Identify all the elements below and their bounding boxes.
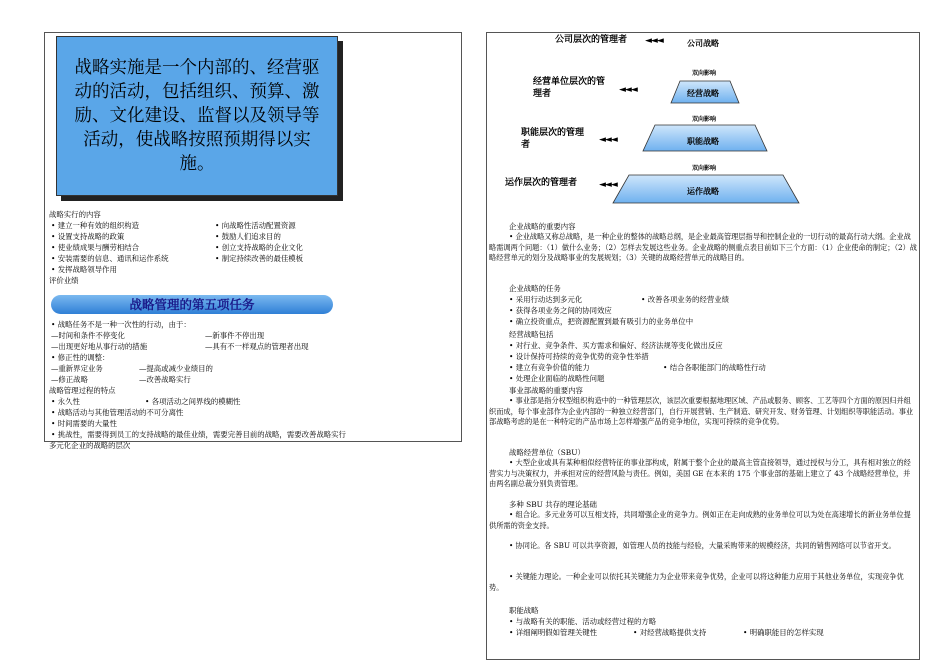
- section-title: 企业战略的重要内容: [509, 222, 576, 231]
- process-heading: 战略管理过程的特点: [49, 386, 116, 395]
- content-item: • 鼓励人们追求目的: [215, 232, 281, 241]
- adjust-item: —提高或减少业绩目的: [139, 364, 213, 373]
- list-item: • 详细阐明假如管理关键性: [509, 628, 598, 637]
- list-item: • 对行业、竞争条件、买方需求和偏好、经济法规等变化做出反应: [509, 341, 723, 350]
- process-item: • 时间需要的大量性: [51, 419, 117, 428]
- paragraph: • 关键能力理论。一种企业可以依托其关键能力为企业带来竞争优势，企业可以将这种能力应用于其他业务单位，实现竞争优势。: [489, 572, 904, 592]
- operating-strategy-box: 运作战略: [687, 186, 719, 196]
- adjust-item: —修正战略: [51, 375, 88, 384]
- paragraph: • 组合论。多元业务可以互相支持，共同增强企业的竞争力。例如正在走向成熟的业务单位可以为处在高速增长的新业务单位提供所需的资金支持。: [489, 510, 911, 530]
- right-document-page: [486, 32, 920, 660]
- list-item: • 与战略有关的职能、活动或经营过程的方略: [509, 617, 657, 626]
- section-title: 战略经营单位（SBU）: [509, 448, 585, 457]
- task-reason: —出现更好地从事行动的措施: [51, 342, 148, 351]
- list-item: • 设计保持可持续的竞争优势的竞争性举措: [509, 352, 649, 361]
- task-reason: —新事件不停出现: [205, 331, 265, 340]
- content-item: • 创立支持战略的企业文化: [215, 243, 304, 252]
- section-title: 企业战略的任务: [509, 284, 561, 293]
- content-item: • 安装需要的信息、通讯和运作系统: [51, 254, 169, 263]
- arrow-left-icon: ◄◄◄: [619, 85, 637, 95]
- list-item: • 确立投资重点，把资源配置到最有吸引力的业务单位中: [509, 317, 694, 326]
- paragraph: • 大型企业或具有某种相似经营特征的事业部构成，附属于整个企业的最高主管直接领导，通过授权与分工，具有相对独立的经营实力与决策权力，并承担对应的经营风险与责任。例如，美国 GE 在本来的 175 个事业部的基础上建立了 43 个战略经营单位，并由两名副总裁分别负责管理。: [489, 458, 911, 489]
- adjust-item: —重新界定业务: [51, 364, 103, 373]
- paragraph: • 企业战略又称总战略，是一种企业的整体的战略总纲，是企业最高管理层指导和控制企业的一切行动的最高行动大纲。企业战略需调两个问题：（1）做什么业务；（2）怎样去发展这些业务。企业战略的侧重点表目前如下三个方面：（1）企业使命的制定；（2）战略经营单元的划分及战略事业的发展规划；（3）关键的战略经营单元的战略目的。: [489, 232, 917, 263]
- process-item: • 战略活动与其他管理活动的不可分离性: [51, 408, 184, 417]
- arrow-left-icon: ◄◄◄: [599, 135, 617, 145]
- list-item: • 结合各职能部门的战略性行动: [663, 363, 766, 372]
- content-item: • 设置支持战略的政策: [51, 232, 125, 241]
- list-item: • 建立有竞争价值的能力: [509, 363, 590, 372]
- adjust-item: —改善战略实行: [139, 375, 191, 384]
- section-title: 事业部战略的重要内容: [509, 386, 583, 395]
- section-title: 职能战略: [509, 606, 539, 615]
- content-item: • 建立一种有效的组织构造: [51, 221, 140, 230]
- corporate-strategy-box: 公司战略: [687, 38, 719, 48]
- fifth-task-banner: 战略管理的第五项任务: [51, 295, 333, 314]
- callout-text: 战略实施是一个内部的、经营驱动的活动，包括组织、预算、激励、文化建设、监督以及领导等活动，使战略按照预期得以实施。: [74, 58, 320, 174]
- two-way-influence-label: 双向影响: [692, 165, 717, 172]
- process-item: • 挑战性，需要得到员工的支持战略的最佳业绩，需要完善目前的战略，需要改善战略实行: [51, 430, 346, 439]
- task-intro: • 战略任务不是一种一次性的行动，由于：: [51, 320, 191, 329]
- list-item: • 改善各项业务的经营业绩: [641, 295, 730, 304]
- content-item: • 使业绩成果与酬劳相结合: [51, 243, 140, 252]
- arrow-left-icon: ◄◄◄: [645, 36, 663, 46]
- content-item: • 制定持续改善的最佳模板: [215, 254, 304, 263]
- content-item: • 发挥战略领导作用: [51, 265, 117, 274]
- functional-level-label: 职能层次的管理者: [521, 128, 585, 150]
- content-heading: 战略实行的内容: [49, 210, 101, 219]
- functional-strategy-box: 职能战略: [687, 136, 719, 146]
- list-item: • 采用行动达到多元化: [509, 295, 583, 304]
- task-reason: —时间和条件不停变化: [51, 331, 125, 340]
- two-way-influence-label: 双向影响: [692, 116, 717, 123]
- process-item: • 永久性: [51, 397, 80, 406]
- content-item: • 向战略性活动配置资源: [215, 221, 296, 230]
- left-slide-page: [44, 32, 462, 450]
- list-item: • 对经营战略提供支持: [633, 628, 707, 637]
- strategy-levels-footer: 多元化企业的战略的层次: [49, 441, 131, 450]
- list-item: • 明确职能目的怎样实现: [743, 628, 824, 637]
- business-strategy-box: 经营战略: [687, 88, 719, 98]
- process-item: • 各项活动之间界线的模糊性: [145, 397, 241, 406]
- two-way-influence-label: 双向影响: [692, 70, 717, 77]
- strategy-implementation-callout: [56, 36, 338, 196]
- arrow-left-icon: ◄◄◄: [599, 180, 617, 190]
- list-item: • 处理企业面临的战略性问题: [509, 374, 605, 383]
- business-unit-level-label: 经营单位层次的管理者: [533, 77, 606, 99]
- list-item: • 获得各项业务之间的协同效应: [509, 306, 612, 315]
- section-title: 多种 SBU 共存的理论基础: [509, 500, 597, 509]
- task-reason: —具有不一样观点的管理者出现: [205, 342, 309, 351]
- adjust-label: • 修正性的调整：: [51, 353, 110, 362]
- operating-level-label: 运作层次的管理者: [505, 178, 578, 188]
- paragraph: • 协同论。各 SBU 可以共享资源，如管理人员的技能与经验，大量采购带来的规模经济，共同的销售网络可以节省开支。: [509, 541, 896, 550]
- corporate-level-label: 公司层次的管理者: [555, 35, 628, 45]
- evaluate-performance-heading: 评价业绩: [49, 276, 79, 285]
- paragraph: • 事业部是指分权型组织构造中的一种管理层次，该层次重要根据地理区域、产品或服务、顾客、工艺等四个方面的原因归并组织而成，每个事业部作为企业内部的一种独立经营部门，自行开展营销、生产制造、研究开发、财务管理、计划组织等职能活动。事业部战略考虑的是在一种特定的产品市场上怎样增强产品的竞争地位，实现可持续的竞争优势。: [489, 396, 914, 427]
- section-title: 经营战略包括: [509, 330, 554, 339]
